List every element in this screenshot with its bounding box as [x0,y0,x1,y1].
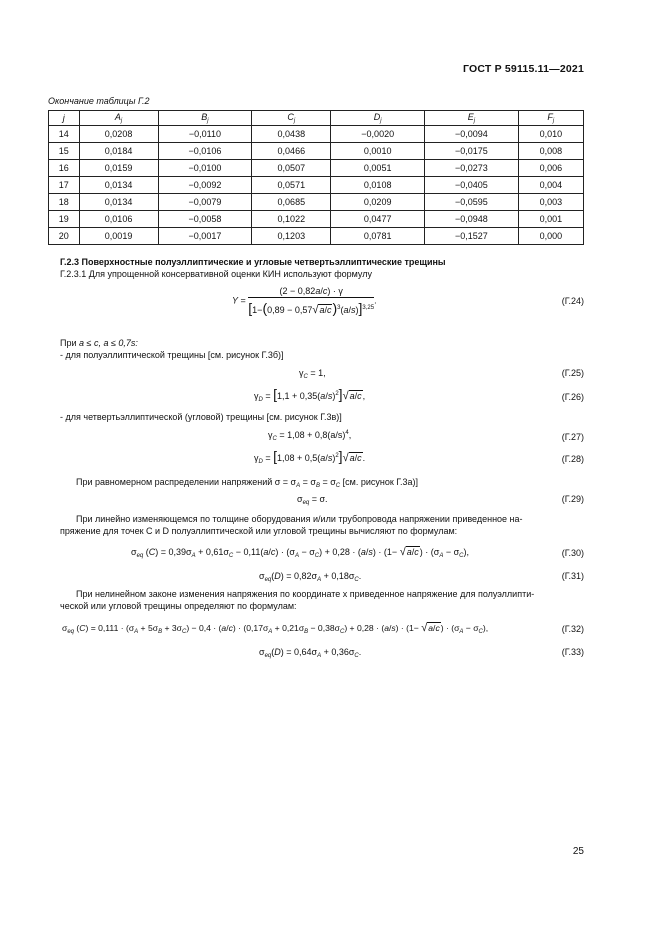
page-number: 25 [572,846,584,857]
equation-g24: Y = $\frac{(2 - 0,82a/c) \cdot \gamma}{[1-(0,89 - 0,57√a/c)^3(a/s)]^{3,25}}$ . [232,286,377,316]
section-heading: Г.2.3 Поверхностные полуэллиптические и угловые четвертьэллиптические трещины [60,257,446,267]
table-caption: Окончание таблицы Г.2 [48,96,150,106]
equation-number-g29: (Г.29) [561,494,584,504]
table-cell: 0,003 [518,194,583,211]
table-cell: 20 [49,228,80,245]
table-cell: 0,000 [518,228,583,245]
col-header-d: $D_j$ [331,111,425,126]
table-cell: 0,0184 [79,143,158,160]
equation-g33: $\sigma_{eq}(D) = 0,64\sigma_A + 0,36\sigma_C$. [259,647,362,659]
table-cell: −0,1527 [425,228,519,245]
table-cell: 0,008 [518,143,583,160]
linear-stress-text-l2: пряжение для точек C и D полуэллиптической или угловой трещины вычисляют по формулам: [60,526,458,536]
equation-g27: $\gamma_C = 1,08 + 0,8(a/s)^4$, [268,430,352,442]
document-header: ГОСТ Р 59115.11—2021 [462,63,584,75]
equation-g25: $\gamma_C = 1$, [299,368,326,380]
linear-stress-text-l1: При линейно изменяющемся по толщине оборудования и/или трубопровода напряжении приведенное на- [76,514,523,524]
coefficients-table [48,110,584,245]
table-cell: −0,0405 [425,177,519,194]
table-cell: 0,1203 [252,228,331,245]
table-cell: −0,0595 [425,194,519,211]
table-row [49,194,584,211]
equation-number-g32: (Г.32) [561,624,584,634]
table-cell: 0,006 [518,160,583,177]
table-header-row [49,111,584,126]
table-cell: −0,0058 [158,211,252,228]
table-cell: 0,0208 [79,126,158,143]
equation-number-g28: (Г.28) [561,454,584,464]
col-header-b: $B_j$ [158,111,252,126]
col-header-f: $F_j$ [518,111,583,126]
table-cell: −0,0106 [158,143,252,160]
equation-g28: $\gamma_D = [1,08 + 0,5(a/s)^2]√a/c$. [254,448,366,465]
table-row [49,177,584,194]
section-intro: Г.2.3.1 Для упрощенной консервативной оценки КИН используют формулу [60,269,372,279]
table-cell: 14 [49,126,80,143]
table-cell: 0,0477 [331,211,425,228]
table-cell: −0,0948 [425,211,519,228]
table-cell: 0,010 [518,126,583,143]
table-cell: 0,0051 [331,160,425,177]
equation-number-g26: (Г.26) [561,392,584,402]
table-cell: −0,0100 [158,160,252,177]
table-cell: 0,0685 [252,194,331,211]
table-cell: −0,0017 [158,228,252,245]
table-row [49,160,584,177]
table-cell: 0,0019 [79,228,158,245]
equation-g32: $\sigma_{eq}$ $(C) = 0,111 \cdot (\sigma_A + 5\sigma_B + 3\sigma_C) - 0,4 \cdot (a/c) \cdot (0,17\sigma_A + 0,21\sigma_B - 0,38\sigma_C) + 0,28 \cdot (a/s) \cdot (1- √a/c) \cdot (\sigma_A - \sigma_C)$, [62,622,489,635]
equation-number-g31: (Г.31) [561,571,584,581]
table-cell: 0,0507 [252,160,331,177]
table-cell: 0,0571 [252,177,331,194]
table-cell: 0,0159 [79,160,158,177]
table-row [49,228,584,245]
col-header-a: $A_j$ [79,111,158,126]
col-header-e: $E_j$ [425,111,519,126]
table-cell: 0,0010 [331,143,425,160]
equation-number-g27: (Г.27) [561,432,584,442]
equation-number-g30: (Г.30) [561,548,584,558]
table-cell: −0,0094 [425,126,519,143]
uniform-stress-text: При равномерном распределении напряжений $\sigma = \sigma_A = \sigma_B = \sigma_C$ [см. рисунок Г.3а)] [76,477,419,489]
table-cell: 0,0134 [79,194,158,211]
table-cell: −0,0273 [425,160,519,177]
condition-text: При a ≤ c, a ≤ 0,7s: [60,338,138,348]
table-cell: 18 [49,194,80,211]
table-cell: −0,0110 [158,126,252,143]
col-header-j: j [49,111,80,126]
nonlinear-stress-text-l1: При нелинейном законе изменения напряжения по координате x приведенное напряжение для полуэллипти- [76,589,535,599]
table-cell: 16 [49,160,80,177]
table-cell: 19 [49,211,80,228]
table-cell: 0,0209 [331,194,425,211]
nonlinear-stress-text-l2: ческой или угловой трещины определяют по формулам: [60,601,297,611]
table-cell: 0,0134 [79,177,158,194]
table-cell: 17 [49,177,80,194]
table-cell: 0,0781 [331,228,425,245]
table-cell: 0,0108 [331,177,425,194]
table-cell: 0,0106 [79,211,158,228]
equation-number-g33: (Г.33) [561,647,584,657]
col-header-c: $C_j$ [252,111,331,126]
table-cell: 0,1022 [252,211,331,228]
equation-number-g24: (Г.24) [561,296,584,306]
semi-elliptical-note: - для полуэллиптической трещины [см. рисунок Г.3б)] [60,350,284,360]
table-cell: −0,0175 [425,143,519,160]
table-cell: 15 [49,143,80,160]
equation-g30: $\sigma_{eq}$ $(C) = 0,39\sigma_A + 0,61\sigma_C - 0,11(a/c) \cdot (\sigma_A - \sigma_C) + 0,28 \cdot (a/s) \cdot (1- √a/c) \cdot (\sigma_A - \sigma_C)$, [131,546,469,559]
table-row [49,126,584,143]
table-cell: −0,0079 [158,194,252,211]
table-cell: 0,0438 [252,126,331,143]
table-cell: 0,001 [518,211,583,228]
quarter-elliptical-note: - для четвертьэллиптической (угловой) трещины [см. рисунок Г.3в)] [60,412,342,422]
equation-g31: $\sigma_{eq}(D) = 0,82\sigma_A + 0,18\sigma_C$. [259,571,362,583]
table-row [49,211,584,228]
table-row [49,143,584,160]
equation-g26: $\gamma_D = [1,1 + 0,35(a/s)^2]√a/c$, [254,386,366,403]
equation-g29: $\sigma_{eq} = \sigma$. [297,494,328,506]
table-cell: 0,0466 [252,143,331,160]
equation-number-g25: (Г.25) [561,368,584,378]
table-cell: 0,004 [518,177,583,194]
table-cell: −0,0020 [331,126,425,143]
table-cell: −0,0092 [158,177,252,194]
